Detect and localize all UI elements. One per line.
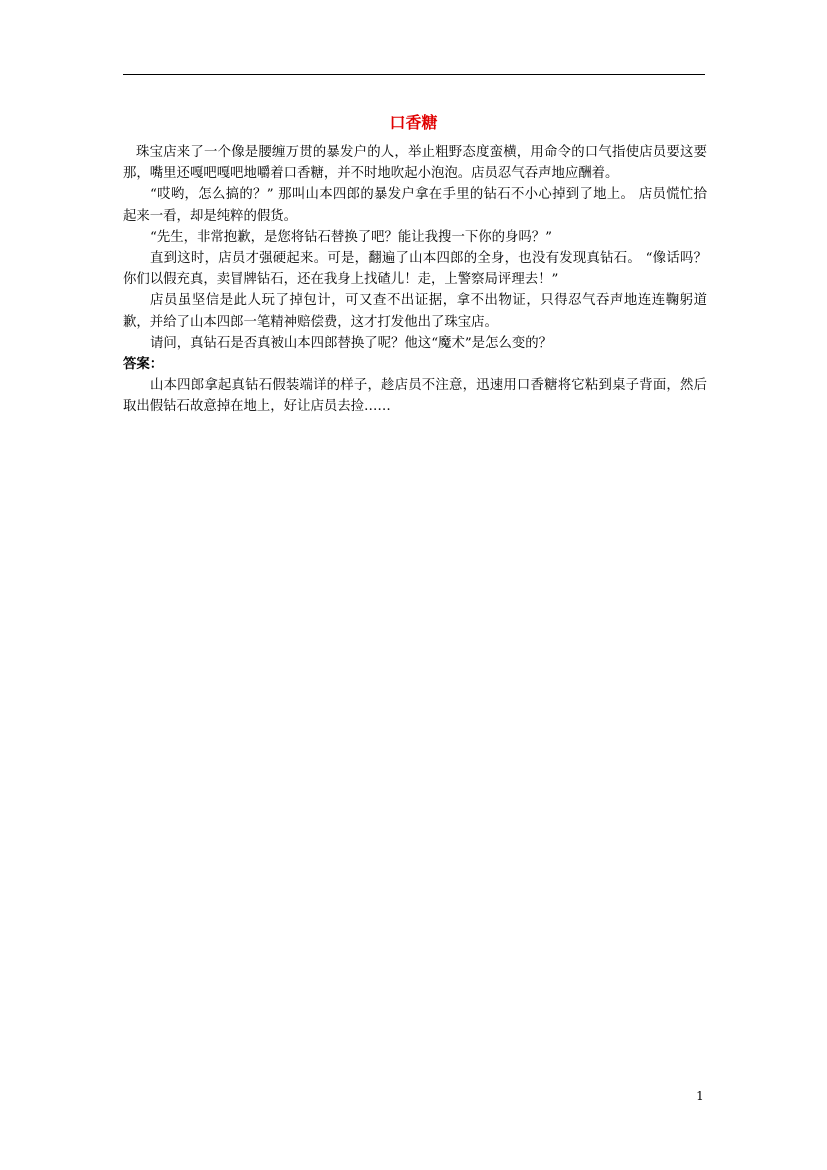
- document-body: [123, 142, 707, 418]
- answer-label: 答案：: [123, 356, 164, 373]
- paragraph-6: 请问，真钻石是否真被山本四郎替换了呢？他这“魔术”是怎么变的？: [150, 335, 553, 351]
- paragraph-4: 直到这时，店员才强硬起来。可是，翻遍了山本四郎的全身，也没有发现真钻石。 “像话吗？你们以假充真，卖冒牌钻石，还在我身上找碴儿！走，上警察局评理去！”: [123, 251, 707, 288]
- paragraph-1: 珠宝店来了一个像是腰缠万贯的暴发户的人，举止粗野态度蛮横，用命令的口气指使店员要这要那，嘴里还嘎吧嘎吧地嚼着口香糖，并不时地吹起小泡泡。店员忍气吞声地应酬着。: [123, 145, 707, 182]
- paragraph-5: 店员虽坚信是此人玩了掉包计，可又查不出证据，拿不出物证，只得忍气吞声地连连鞠躬道歉，并给了山本四郎一笔精神赔偿费，这才打发他出了珠宝店。: [123, 293, 707, 330]
- page-number: 1: [696, 1089, 704, 1103]
- paragraph-2: “哎哟，怎么搞的？” 那叫山本四郎的暴发户拿在手里的钻石不小心掉到了地上。 店员慌忙拾起来一看，却是纯粹的假货。: [123, 187, 707, 224]
- header-rule: [123, 74, 705, 75]
- paragraph-3: “先生，非常抱歉，是您将钻石替换了吧？能让我搜一下你的身吗？”: [150, 229, 553, 245]
- document-title: 口香糖: [389, 113, 438, 132]
- answer-text: 山本四郎拿起真钻石假装端详的样子，趁店员不注意，迅速用口香糖将它粘到桌子背面，然后取出假钻石故意掉在地上，好让店员去捡……: [123, 378, 707, 415]
